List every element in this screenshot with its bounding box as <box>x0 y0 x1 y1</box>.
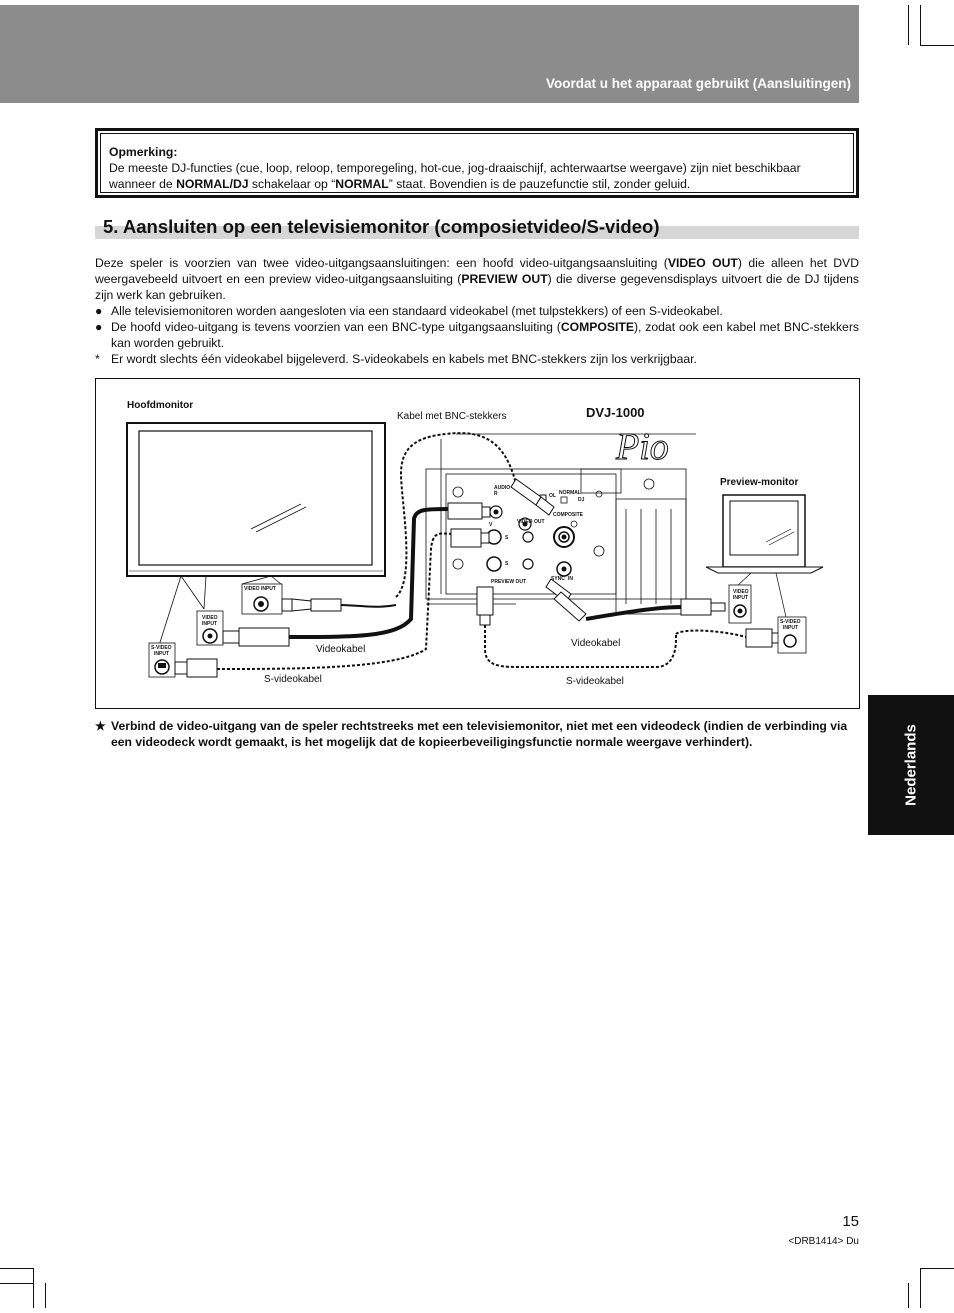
section-heading: 5. Aansluiten op een televisiemonitor (composietvideo/S-video) <box>103 216 660 237</box>
document-code: <DRB1414> Du <box>788 1236 859 1247</box>
jack-label: INPUT <box>783 625 798 631</box>
crop-mark <box>33 1268 34 1308</box>
star-icon: ★ <box>95 719 106 733</box>
jack-label: S-VIDEO <box>151 645 172 651</box>
panel-label: PREVIEW OUT <box>491 579 527 585</box>
page-number: 15 <box>842 1213 859 1230</box>
intro-paragraph: Deze speler is voorzien van twee video-uitgangsaansluitingen: een hoofd video-uitgangsaansluiting (VIDEO OUT) die alleen het DVD weergavebeeld uitvoert en een preview video-uitgangsaansluiting (PREVIEW OUT) die diverse gegevensdisplays uitvoert die de DJ tijdens zijn werk kan gebruiken. <box>95 256 860 302</box>
jack-label: INPUT <box>733 595 748 601</box>
svideo-cable-right-label: S-videokabel <box>566 676 624 687</box>
svg-text:Pio: Pio <box>616 426 669 468</box>
dvj-1000-rear-panel <box>426 426 696 614</box>
crop-mark <box>920 45 954 46</box>
bullet-item: ● Alle televisiemonitoren worden aangesloten via een standaard videokabel (met tulpstekkers) of een S-videokabel. <box>95 304 723 318</box>
jack-label: VIDEO INPUT <box>244 586 276 592</box>
preview-monitor-label: Preview-monitor <box>720 477 799 488</box>
crop-mark <box>908 1283 909 1308</box>
jack-label: VIDEO <box>202 615 218 621</box>
language-tab <box>868 695 954 835</box>
jack-label: INPUT <box>202 621 217 627</box>
crop-mark <box>920 5 921 45</box>
panel-label: COMPOSITE <box>553 512 584 518</box>
main-monitor-label: Hoofdmonitor <box>127 400 194 411</box>
panel-label: S <box>505 561 509 567</box>
rear-panel-jacks <box>487 495 574 576</box>
jack-label: INPUT <box>154 651 169 657</box>
footnote-item: * Er wordt slechts één videokabel bijgeleverd. S-videokabels en kabels met BNC-stekkers zijn los verkrijgbaar. <box>95 352 697 366</box>
jack-label: VIDEO <box>733 589 749 595</box>
connection-diagram <box>95 378 860 709</box>
panel-label: IN <box>568 576 573 582</box>
note-text: De meeste DJ-functies (cue, loop, reloop, temporegeling, hot-cue, jog-draaischijf, achterwaartse weergave) zijn niet beschikbaar wanneer de NORMAL/DJ schakelaar op “NORMAL” staat. Bovendien is de pauzefunctie stil, zonder geluid. <box>109 161 801 191</box>
main-monitor-illustration <box>127 423 385 655</box>
video-cable-left-label: Videokabel <box>316 644 366 655</box>
note-box <box>95 128 859 198</box>
crop-mark <box>0 1268 34 1269</box>
crop-mark <box>45 1283 46 1308</box>
bnc-cable-label: Kabel met BNC-stekkers <box>397 411 507 422</box>
warning-note <box>95 718 859 750</box>
bullet-item: ● De hoofd video-uitgang is tevens voorzien van een BNC-type uitgangsaansluiting (COMPOSITE), zodat ook een kabel met BNC-stekkers kan worden gebruikt. <box>95 320 859 350</box>
diagram-drawing <box>96 379 859 708</box>
body-text <box>95 255 859 367</box>
video-cable-right-label: Videokabel <box>571 638 621 649</box>
header-bar <box>0 5 859 103</box>
section-title <box>95 216 859 240</box>
crop-mark <box>920 1268 954 1269</box>
panel-label: SYNC <box>551 576 565 582</box>
model-label: DVJ-1000 <box>586 405 645 420</box>
warning-text: Verbind de video-uitgang van de speler rechtstreeks met een televisiemonitor, niet met een videodeck (indien de verbinding via een videodeck wordt gemaakt, is het mogelijk dat de kopieerbeveiligingsfunctie normale weergave verhindert). <box>111 719 848 749</box>
panel-label: AUDIO <box>494 485 511 491</box>
bnc-plug <box>511 479 554 515</box>
note-heading: Opmerking: <box>109 145 178 159</box>
panel-label: OL <box>549 493 556 499</box>
panel-label: DJ <box>578 497 585 503</box>
crop-mark <box>0 1283 34 1284</box>
language-tab-label: Nederlands <box>902 724 920 806</box>
panel-label: S <box>505 535 509 541</box>
panel-label: NORMAL <box>559 490 581 496</box>
jack-label: S-VIDEO <box>780 619 801 625</box>
svideo-cable-left-label: S-videokabel <box>264 674 322 685</box>
crop-mark <box>920 1268 921 1308</box>
panel-label: VIDEO OUT <box>517 519 545 525</box>
panel-label: R <box>494 491 498 497</box>
panel-label: V <box>489 522 493 528</box>
header-subtitle: Voordat u het apparaat gebruikt (Aansluitingen) <box>545 76 851 91</box>
crop-mark <box>908 5 909 45</box>
